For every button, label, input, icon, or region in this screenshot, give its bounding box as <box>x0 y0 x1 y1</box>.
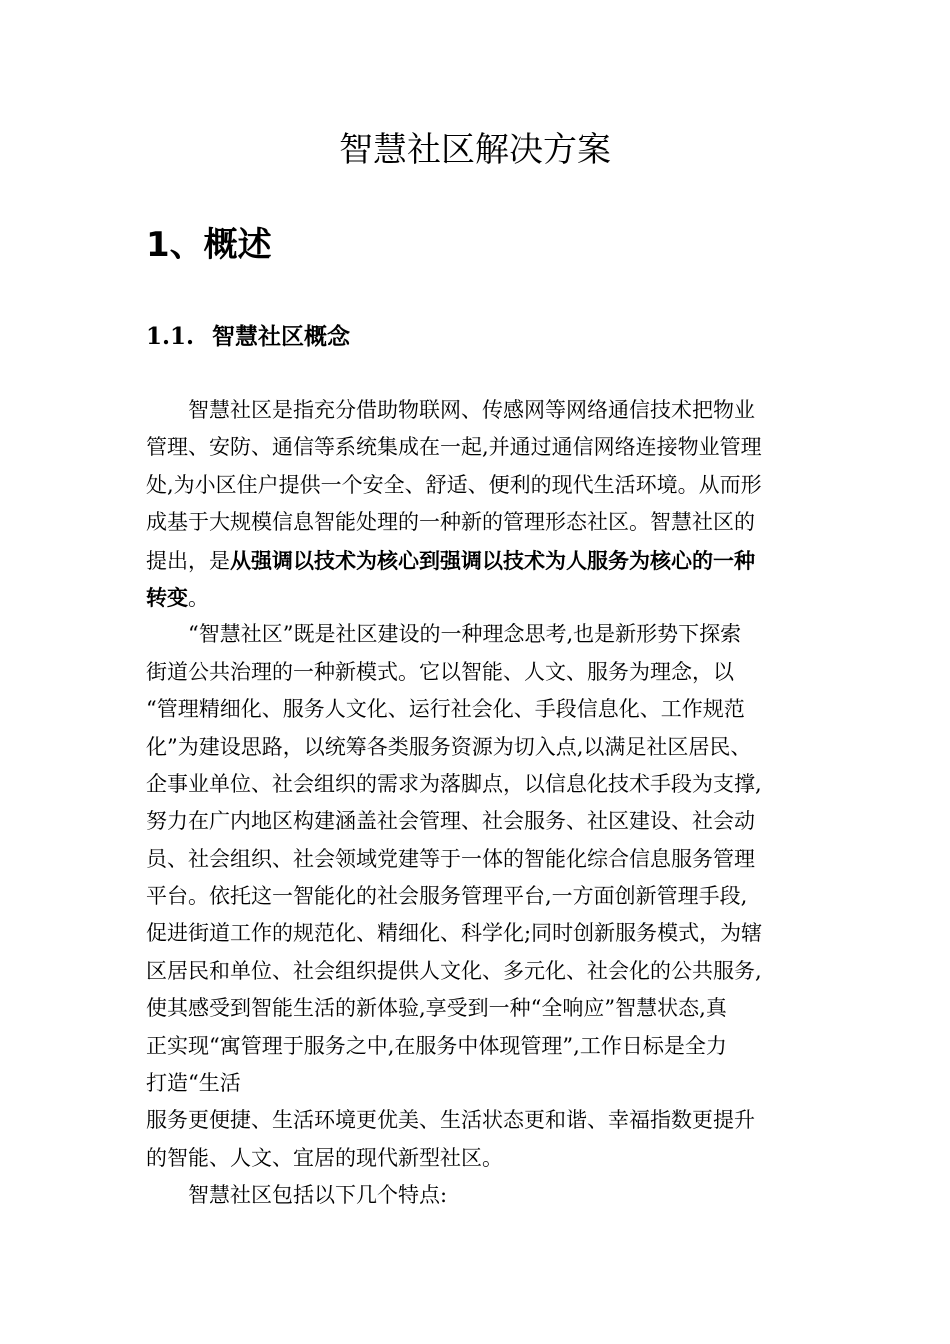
paragraph-line: 智慧社区包括以下几个特点: <box>188 1183 448 1208</box>
subsection-title: 智慧社区概念 <box>212 323 350 350</box>
paragraph-line: 管理、安防、通信等系统集成在一起,并通过通信网络连接物业管理 <box>146 435 762 460</box>
paragraph-line <box>146 579 806 616</box>
paragraph-line: 服务更便捷、生活环境更优美、生活状态更和谐、幸福指数更提升 <box>146 1108 755 1133</box>
subsection-number: 1.1. <box>146 323 195 350</box>
section-heading-overview: 1、概述 <box>146 225 272 265</box>
paragraph-line: 街道公共治理的一种新模式。它以智能、人文、服务为理念，以 <box>146 659 734 684</box>
paragraph-line <box>146 542 806 579</box>
paragraph-line: 处,为小区住户提供一个安全、舒适、便利的现代生活环境。从而形 <box>146 472 762 497</box>
paragraph-line: 区居民和单位、社会组织提供人文化、多元化、社会化的公共服务, <box>146 958 762 983</box>
paragraph-line: “智慧社区”既是社区建设的一种理念思考,也是新形势下探索 <box>188 622 742 647</box>
paragraph-line: 智慧社区是指充分借助物联网、传感网等网络通信技术把物业 <box>188 398 755 422</box>
paragraph-line: 努力在广内地区构建涵盖社会管理、社会服务、社区建设、社会动 <box>146 809 755 834</box>
paragraph-line: 使其感受到智能生活的新体验,享受到一种“全响应”智慧状态,真 <box>146 996 727 1021</box>
paragraph-line: 成基于大规模信息智能处理的一种新的管理形态社区。智慧社区的 <box>146 510 755 535</box>
bold-emphasis: 转变 <box>146 584 188 610</box>
paragraph-line: 企事业单位、社会组织的需求为落脚点，以信息化技术手段为支撑, <box>146 771 762 796</box>
bold-emphasis: 从强调以技术为核心到强调以技术为人服务为核心的一种 <box>230 547 755 573</box>
text-run: 提出，是 <box>146 548 230 573</box>
paragraph-line: 化”为建设思路，以统筹各类服务资源为切入点,以满足社区居民、 <box>146 734 752 759</box>
paragraph-line: 平台。依托这一智能化的社会服务管理平台,一方面创新管理手段, <box>146 884 748 909</box>
body-text <box>146 392 806 1215</box>
paragraph-line: “管理精细化、服务人文化、运行社会化、手段信息化、工作规范 <box>146 697 745 722</box>
text-run: 。 <box>188 585 209 610</box>
subsection-heading-concept <box>146 318 350 356</box>
paragraph-line: 员、社会组织、社会领域党建等于一体的智能化综合信息服务管理 <box>146 846 755 871</box>
paragraph-line: 打造“生活 <box>146 1071 241 1096</box>
paragraph-line: 的智能、人文、宜居的现代新型社区。 <box>146 1145 503 1170</box>
paragraph-line: 促进街道工作的规范化、精细化、科学化;同时创新服务模式，为辖 <box>146 921 763 946</box>
document-title: 智慧社区解决方案 <box>339 130 611 170</box>
paragraph-line: 正实现“寓管理于服务之中,在服务中体现管理”,工作日标是全力 <box>146 1033 727 1058</box>
